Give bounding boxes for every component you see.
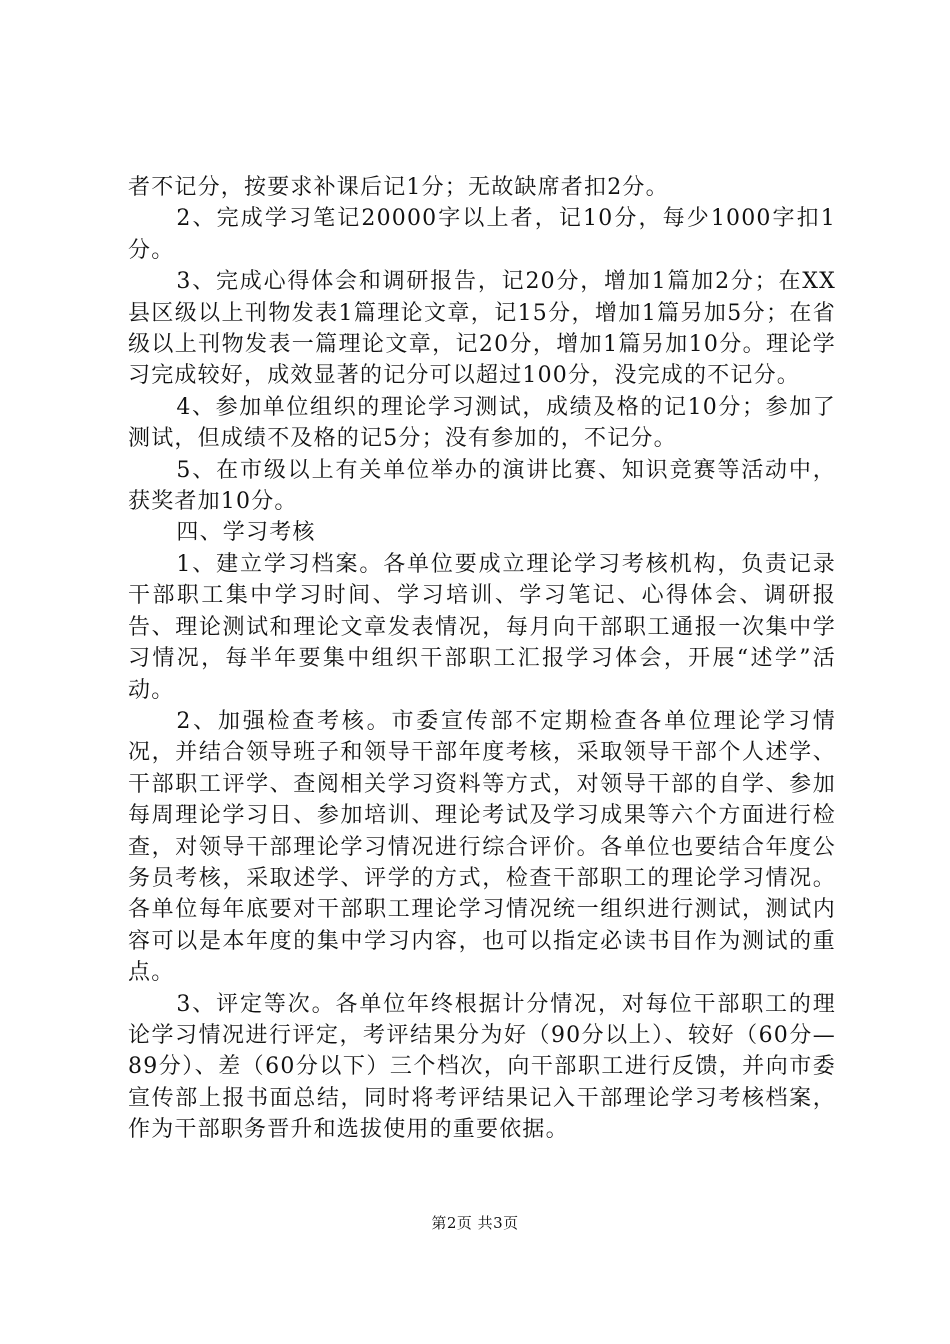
document-body — [128, 172, 836, 1146]
paragraph-grading: 3、评定等次。各单位年终根据计分情况，对每位干部职工的理论学习情况进行评定，考评结果分为好（90分以上）、较好（60分—89分）、差（60分以下）三个档次，向干部职工进行反馈，并向市委宣传部上报书面总结，同时将考评结果记入干部理论学习考核档案，作为干部职务晋升和选拔使用的重要依据。 — [128, 991, 836, 1143]
paragraph-inspection: 2、加强检查考核。市委宣传部不定期检查各单位理论学习情况，并结合领导班子和领导干部年度考核，采取领导干部个人述学、干部职工评学、查阅相关学习资料等方式，对领导干部的自学、参加每周理论学习日、参加培训、理论考试及学习成果等六个方面进行检查，对领导干部理论学习情况进行综合评价。各单位也要结合年度公务员考核，采取述学、评学的方式，检查干部职工的理论学习情况。各单位每年底要对干部职工理论学习情况统一组织进行测试，测试内容可以是本年度的集中学习内容，也可以指定必读书目作为测试的重点。 — [128, 708, 836, 986]
page-number-footer: 第2页 共3页 — [431, 1214, 519, 1232]
paragraph-item-4: 4、参加单位组织的理论学习测试，成绩及格的记10分；参加了测试，但成绩不及格的记5分；没有参加的，不记分。 — [128, 394, 836, 452]
paragraph-item-2: 2、完成学习笔记20000字以上者，记10分，每少1000字扣1分。 — [128, 206, 836, 263]
paragraph-continuation: 者不记分，按要求补课后记1分；无故缺席者扣2分。 — [128, 175, 669, 200]
paragraph-archive: 1、建立学习档案。各单位要成立理论学习考核机构，负责记录干部职工集中学习时间、学习培训、学习笔记、心得体会、调研报告、理论测试和理论文章发表情况，每月向干部职工通报一次集中学习情况，每半年要集中组织干部职工汇报学习体会，开展“述学”活动。 — [128, 551, 836, 703]
paragraph-item-5: 5、在市级以上有关单位举办的演讲比赛、知识竞赛等活动中，获奖者加10分。 — [128, 457, 836, 515]
paragraph-item-3: 3、完成心得体会和调研报告，记20分，增加1篇加2分；在XX县区级以上刊物发表1篇理论文章，记15分，增加1篇另加5分；在省级以上刊物发表一篇理论文章，记20分，增加1篇另加10分。理论学习完成较好，成效显著的记分可以超过100分，没完成的不记分。 — [128, 269, 836, 389]
section-heading: 四、学习考核 — [176, 520, 316, 546]
